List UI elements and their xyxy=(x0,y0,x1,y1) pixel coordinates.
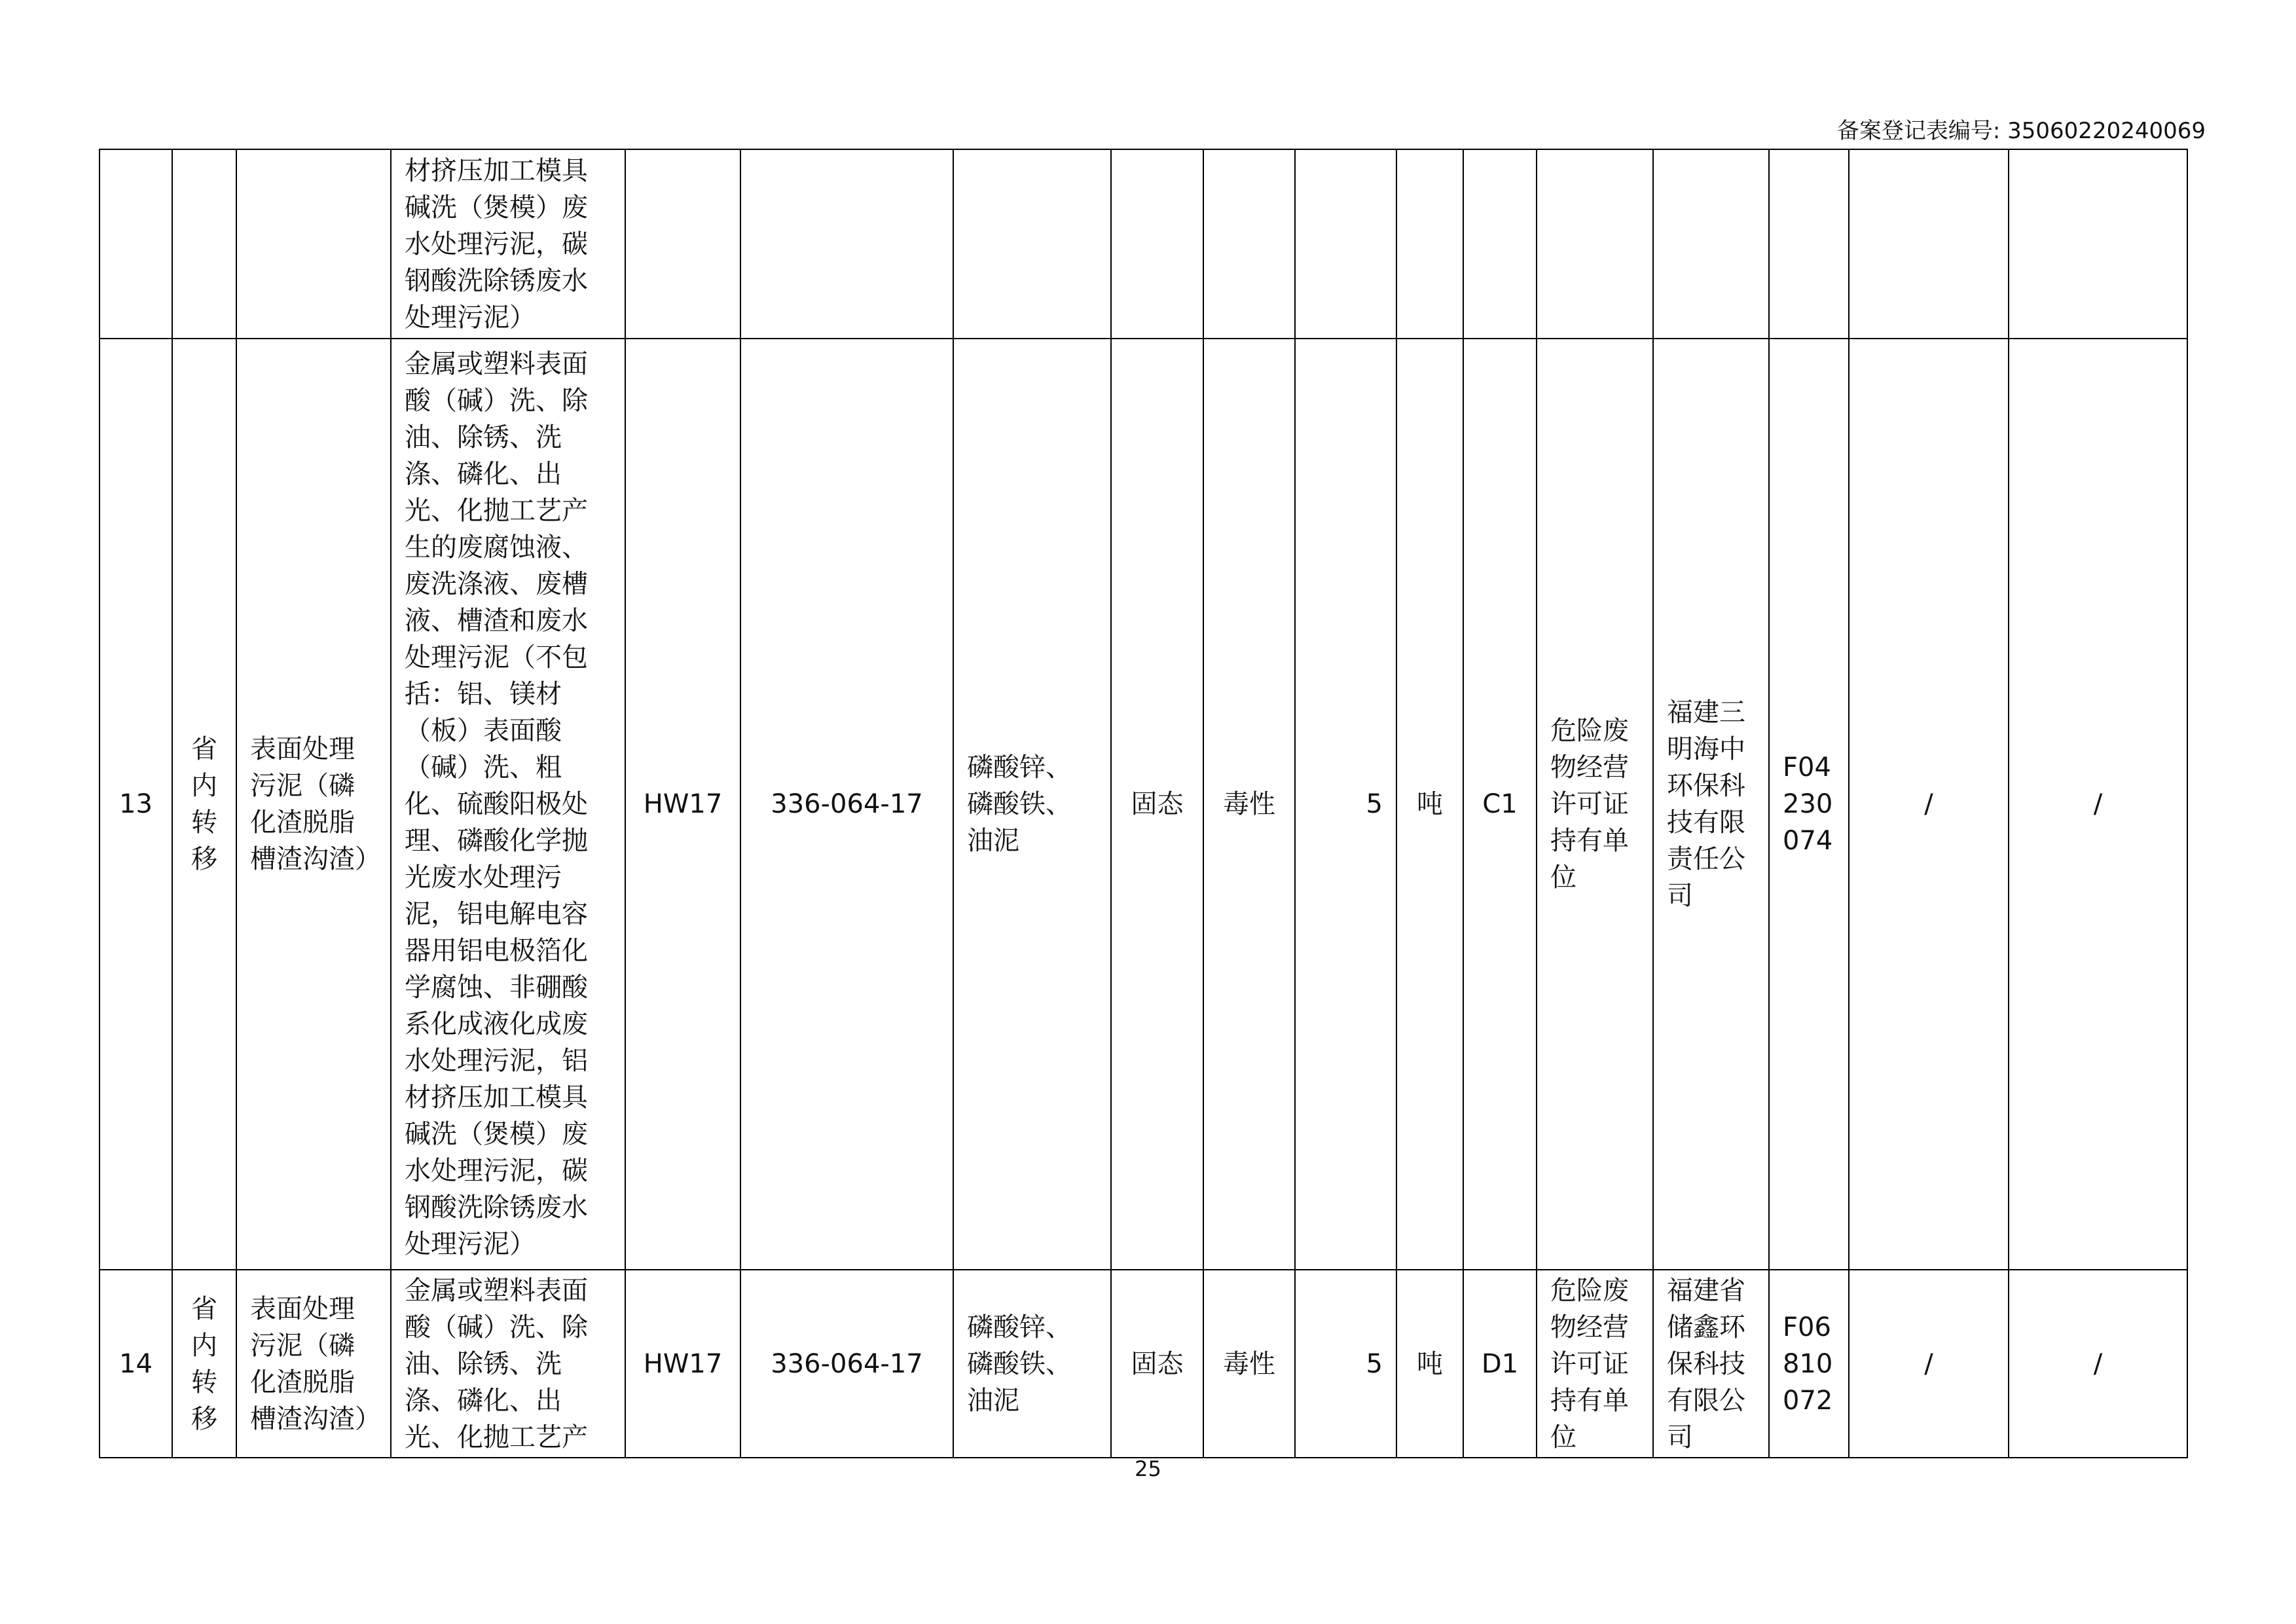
unit xyxy=(1396,149,1463,339)
receiver-type: 危险废物经营许可证持有单位 xyxy=(1537,1270,1653,1458)
row-number: 14 xyxy=(100,1270,172,1458)
extra-column-15 xyxy=(1849,149,2009,339)
waste-category: HW17 xyxy=(625,339,740,1270)
disposal-method xyxy=(1463,149,1537,339)
waste-code: 336-064-17 xyxy=(740,339,953,1270)
license-number: F06810072 xyxy=(1769,1270,1849,1458)
main-components: 磷酸锌、磷酸铁、油泥 xyxy=(953,339,1111,1270)
license-number xyxy=(1769,149,1849,339)
waste-source: 材挤压加工模具碱洗（煲模）废水处理污泥，碳钢酸洗除锈废水处理污泥） xyxy=(391,149,625,339)
waste-code: 336-064-17 xyxy=(740,1270,953,1458)
receiver-type xyxy=(1537,149,1653,339)
transfer-type: 省内转移 xyxy=(172,339,236,1270)
extra-column-16 xyxy=(2009,149,2187,339)
quantity: 5 xyxy=(1295,339,1396,1270)
disposal-method: C1 xyxy=(1463,339,1537,1270)
physical-form: 固态 xyxy=(1111,1270,1203,1458)
main-components: 磷酸锌、磷酸铁、油泥 xyxy=(953,1270,1111,1458)
physical-form xyxy=(1111,149,1203,339)
row-number xyxy=(100,149,172,339)
receiver-name: 福建三明海中环保科技有限责任公司 xyxy=(1653,339,1769,1270)
extra-column-15: / xyxy=(1849,1270,2009,1458)
extra-column-16: / xyxy=(2009,1270,2187,1458)
quantity: 5 xyxy=(1295,1270,1396,1458)
main-components xyxy=(953,149,1111,339)
physical-form: 固态 xyxy=(1111,339,1203,1270)
waste-name xyxy=(236,149,391,339)
hazard-property: 毒性 xyxy=(1203,1270,1295,1458)
unit: 吨 xyxy=(1396,339,1463,1270)
extra-column-15: / xyxy=(1849,339,2009,1270)
waste-source: 金属或塑料表面酸（碱）洗、除油、除锈、洗涤、磷化、出光、化抛工艺产 xyxy=(391,1270,625,1458)
transfer-type: 省内转移 xyxy=(172,1270,236,1458)
record-number: 备案登记表编号: 35060220240069 xyxy=(1836,118,2206,144)
row-number: 13 xyxy=(100,339,172,1270)
transfer-type xyxy=(172,149,236,339)
hazardous-waste-table xyxy=(99,149,2188,1458)
waste-name: 表面处理污泥（磷化渣脱脂槽渣沟渣） xyxy=(236,339,391,1270)
waste-category xyxy=(625,149,740,339)
waste-category: HW17 xyxy=(625,1270,740,1458)
unit: 吨 xyxy=(1396,1270,1463,1458)
receiver-name: 福建省储鑫环保科技有限公司 xyxy=(1653,1270,1769,1458)
page-number: 25 xyxy=(1135,1456,1161,1481)
waste-source: 金属或塑料表面酸（碱）洗、除油、除锈、洗涤、磷化、出光、化抛工艺产生的废腐蚀液、废洗涤液、废槽液、槽渣和废水处理污泥（不包括：铝、镁材（板）表面酸（碱）洗、粗化、硫酸阳极处理、磷酸化学抛光废水处理污泥，铝电解电容器用铝电极箔化学腐蚀、非硼酸系化成液化成废水处理污泥，铝材挤压加工模具碱洗（煲模）废水处理污泥，碳钢酸洗除锈废水处理污泥） xyxy=(391,339,625,1270)
table-row xyxy=(100,339,2187,1270)
receiver-name xyxy=(1653,149,1769,339)
disposal-method: D1 xyxy=(1463,1270,1537,1458)
receiver-type: 危险废物经营许可证持有单位 xyxy=(1537,339,1653,1270)
hazard-property xyxy=(1203,149,1295,339)
table-row xyxy=(100,1270,2187,1458)
license-number: F04230074 xyxy=(1769,339,1849,1270)
waste-name: 表面处理污泥（磷化渣脱脂槽渣沟渣） xyxy=(236,1270,391,1458)
waste-code xyxy=(740,149,953,339)
extra-column-16: / xyxy=(2009,339,2187,1270)
quantity xyxy=(1295,149,1396,339)
table-row xyxy=(100,149,2187,339)
hazard-property: 毒性 xyxy=(1203,339,1295,1270)
